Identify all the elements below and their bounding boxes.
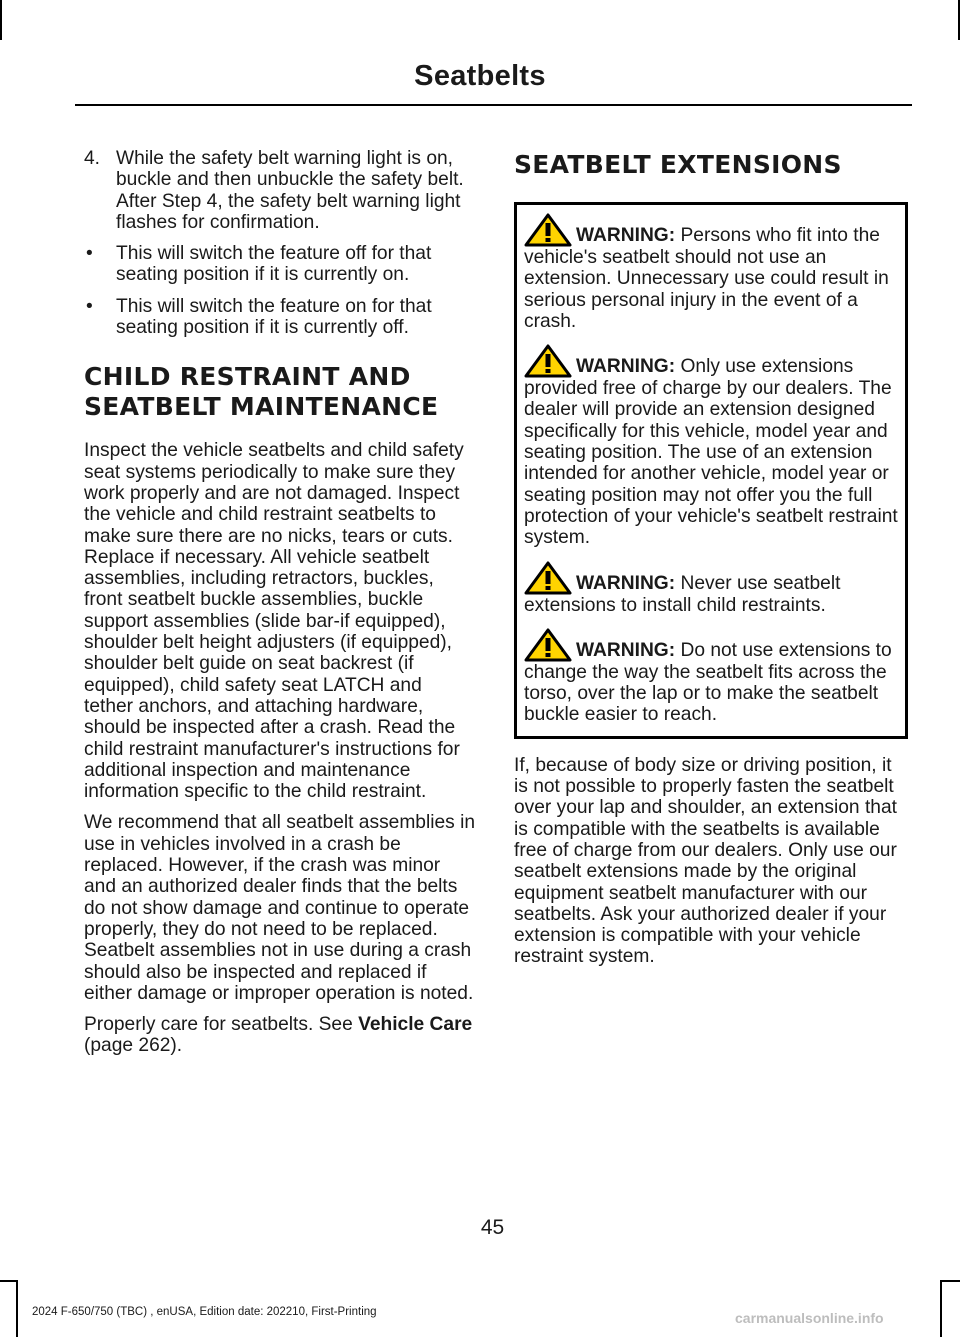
right-column [514,148,908,978]
warning-item [524,344,898,548]
warning-label: WARNING: [576,572,676,594]
warning-text: Persons who fit into the vehicle's seatbelt should not use an extension. Unnecessary use could result in serious personal injury in the event of a crash. [524,225,889,332]
bullet-item [84,296,476,339]
step-number: 4. [84,148,101,169]
warning-text: Do not use extensions to change the way the seatbelt fits across the torso, over the lap or to make the seatbelt buckle easier to reach. [524,639,892,726]
watermark: carmanualsonline.info [735,1310,884,1326]
bullet-item [84,243,476,286]
warning-triangle-icon [524,213,572,247]
step-text: While the safety belt warning light is on, buckle and then unbuckle the safety belt. After Step 4, the safety belt warning light flashes for confirmation. [116,148,464,233]
bullet-icon: • [86,243,93,265]
care-paragraph [84,1014,476,1057]
edition-footer: 2024 F-650/750 (TBC) , enUSA, Edition date: 202210, First-Printing [32,1306,377,1318]
left-column [84,148,476,1067]
warning-label: WARNING: [576,639,676,661]
bullet-text: This will switch the feature off for that seating position if it is currently on. [116,243,432,286]
warning-item [524,213,898,332]
warning-triangle-icon [524,561,572,595]
vehicle-care-link[interactable]: Vehicle Care [358,1014,473,1036]
warning-text: Only use extensions provided free of charge by our dealers. The dealer will provide an extension designed specifically for this vehicle, model year and seating position. The use of an extension intended for another vehicle, model year or seating position may not offer you the full protection of your vehicle's seatbelt restraint system. [524,356,898,549]
warning-triangle-icon [524,344,572,378]
crop-mark [0,0,2,40]
section-heading-child-restraint [84,362,476,422]
heading-line: SEATBELT MAINTENANCE [84,392,439,422]
bullet-icon: • [86,295,93,317]
page-title: Seatbelts [414,60,546,92]
page-number: 45 [480,1216,505,1239]
crop-mark [940,1280,942,1337]
care-text: Properly care for seatbelts. See [84,1014,359,1036]
paragraph: If, because of body size or driving position, it is not possible to properly fasten the seatbelt over your lap and shoulder, an extension that is compatible with the seatbelts is available free of charge from our dealers. Only use our seatbelt extensions made by the original equipment seatbelt manufacturer with our seatbelts. Ask your authorized dealer if your extension is compatible with your vehicle restraint system. [514,754,897,968]
warning-item [524,561,898,616]
paragraph: We recommend that all seatbelt assemblies in use in vehicles involved in a crash be replaced. However, if the crash was minor and an authorized dealer finds that the belts do not show damage and continue to operate properly, they do not need to be replaced. Seatbelt assemblies not in use during a crash should also be inspected and replaced if either damage or improper operation is noted. [84,812,476,1004]
warning-text: Never use seatbelt extensions to install child restraints. [524,572,841,616]
bullet-text: This will switch the feature on for that seating position if it is currently off. [116,295,432,339]
care-page-ref: (page 262). [84,1035,183,1057]
warning-label: WARNING: [576,225,676,246]
section-heading-seatbelt-extensions: SEATBELT EXTENSIONS [514,150,842,179]
heading-line: CHILD RESTRAINT AND [84,362,411,392]
warning-label: WARNING: [576,356,676,378]
crop-mark [940,1280,960,1282]
paragraph: Inspect the vehicle seatbelts and child safety seat systems periodically to make sure they work properly and are not damaged. Inspect the vehicle and child restraint seatbelts to make sure there are no nicks, tears or cuts. Replace if necessary. All vehicle seatbelt assemblies, including retractors, buckles, front seatbelt buckle assemblies, buckle support assemblies (slide bar-if equipped), shoulder belt height adjusters (if equipped), shoulder belt guide on seat backrest (if equipped), child safety seat LATCH and tether anchors, and attaching hardware, should be inspected after a crash. Read the child restraint manufacturer's instructions for additional inspection and maintenance information specific to the child restraint. [84,440,464,803]
crop-mark [16,1280,18,1337]
warning-item [524,628,898,726]
step-item [84,148,476,233]
header-divider [75,104,912,106]
warning-triangle-icon [524,628,572,662]
warning-box [514,202,908,739]
